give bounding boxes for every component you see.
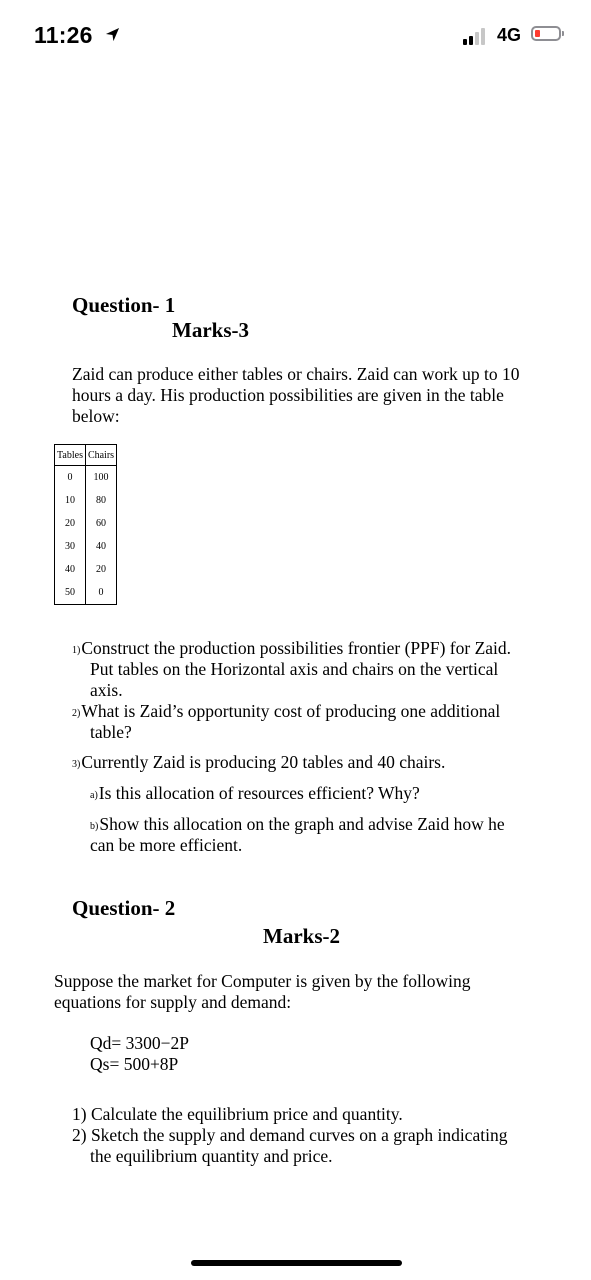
q2-item-2-line-2: the equilibrium quantity and price.	[90, 1146, 333, 1166]
table-cell: 80	[86, 489, 117, 512]
table-row	[55, 535, 117, 558]
status-time	[34, 22, 120, 49]
production-possibilities-table	[54, 444, 117, 605]
table-header-row	[55, 445, 117, 466]
item-number: 1)	[72, 645, 81, 656]
table-cell: 20	[86, 558, 117, 581]
q2-item-2: 2) Sketch the supply and demand curves on a graph indicating	[72, 1125, 508, 1145]
cellular-signal-icon	[463, 28, 491, 45]
q1-item-3	[72, 752, 445, 775]
question-2-intro-line-1: Suppose the market for Computer is given by the following	[54, 971, 471, 991]
q1-item-3b-line-2: can be more efficient.	[90, 835, 243, 855]
table-row	[55, 466, 117, 490]
table-cell: 10	[55, 489, 86, 512]
supply-equation: Qs= 500+8P	[90, 1054, 179, 1074]
item-text: What is Zaid’s opportunity cost of producing one additional	[81, 701, 501, 721]
time-text: 11:26	[34, 22, 93, 48]
battery-icon	[531, 26, 561, 41]
table-row	[55, 489, 117, 512]
item-number: 2)	[72, 708, 81, 719]
item-number: b)	[90, 821, 99, 832]
table-header-chairs: Chairs	[86, 445, 117, 466]
item-text: Construct the production possibilities frontier (PPF) for Zaid.	[81, 638, 512, 658]
question-2-marks: Marks-2	[263, 924, 340, 948]
q2-item-1: 1) Calculate the equilibrium price and quantity.	[72, 1104, 403, 1124]
question-2-intro-line-2: equations for supply and demand:	[54, 992, 292, 1012]
table-header-tables: Tables	[55, 445, 86, 466]
item-text: Is this allocation of resources efficient? Why?	[98, 783, 420, 803]
table-row	[55, 581, 117, 605]
table-row	[55, 558, 117, 581]
q1-item-3a	[90, 783, 420, 806]
question-1-intro-line-2: hours a day. His production possibilities are given in the table	[72, 385, 504, 405]
question-1-intro-line-3: below:	[72, 406, 120, 426]
question-2-heading: Question- 2	[72, 896, 176, 920]
table-cell: 50	[55, 581, 86, 605]
q1-item-1-line-3: axis.	[90, 680, 123, 700]
question-1-intro-line-1: Zaid can produce either tables or chairs. Zaid can work up to 10	[72, 364, 520, 384]
table-cell: 40	[86, 535, 117, 558]
q1-item-2-line-2: table?	[90, 722, 132, 742]
table-cell: 20	[55, 512, 86, 535]
table-cell: 0	[86, 581, 117, 605]
q1-item-1	[72, 638, 511, 661]
item-number: 3)	[72, 759, 81, 770]
item-number: a)	[90, 790, 98, 801]
question-1-heading: Question- 1	[72, 293, 176, 317]
table-cell: 60	[86, 512, 117, 535]
question-1-marks: Marks-3	[172, 318, 249, 342]
home-indicator[interactable]	[191, 1260, 402, 1266]
location-arrow-icon	[105, 27, 120, 42]
table-cell: 0	[55, 466, 86, 490]
q1-item-2	[72, 701, 500, 724]
status-bar	[0, 0, 591, 72]
network-type: 4G	[497, 25, 522, 45]
table-cell: 40	[55, 558, 86, 581]
q1-item-3b	[90, 814, 505, 837]
q1-item-1-line-2: Put tables on the Horizontal axis and chairs on the vertical	[90, 659, 499, 679]
table-cell: 100	[86, 466, 117, 490]
demand-equation: Qd= 3300−2P	[90, 1033, 189, 1053]
table-cell: 30	[55, 535, 86, 558]
item-text: Currently Zaid is producing 20 tables and 40 chairs.	[81, 752, 446, 772]
item-text: Show this allocation on the graph and advise Zaid how he	[99, 814, 505, 834]
table-row	[55, 512, 117, 535]
